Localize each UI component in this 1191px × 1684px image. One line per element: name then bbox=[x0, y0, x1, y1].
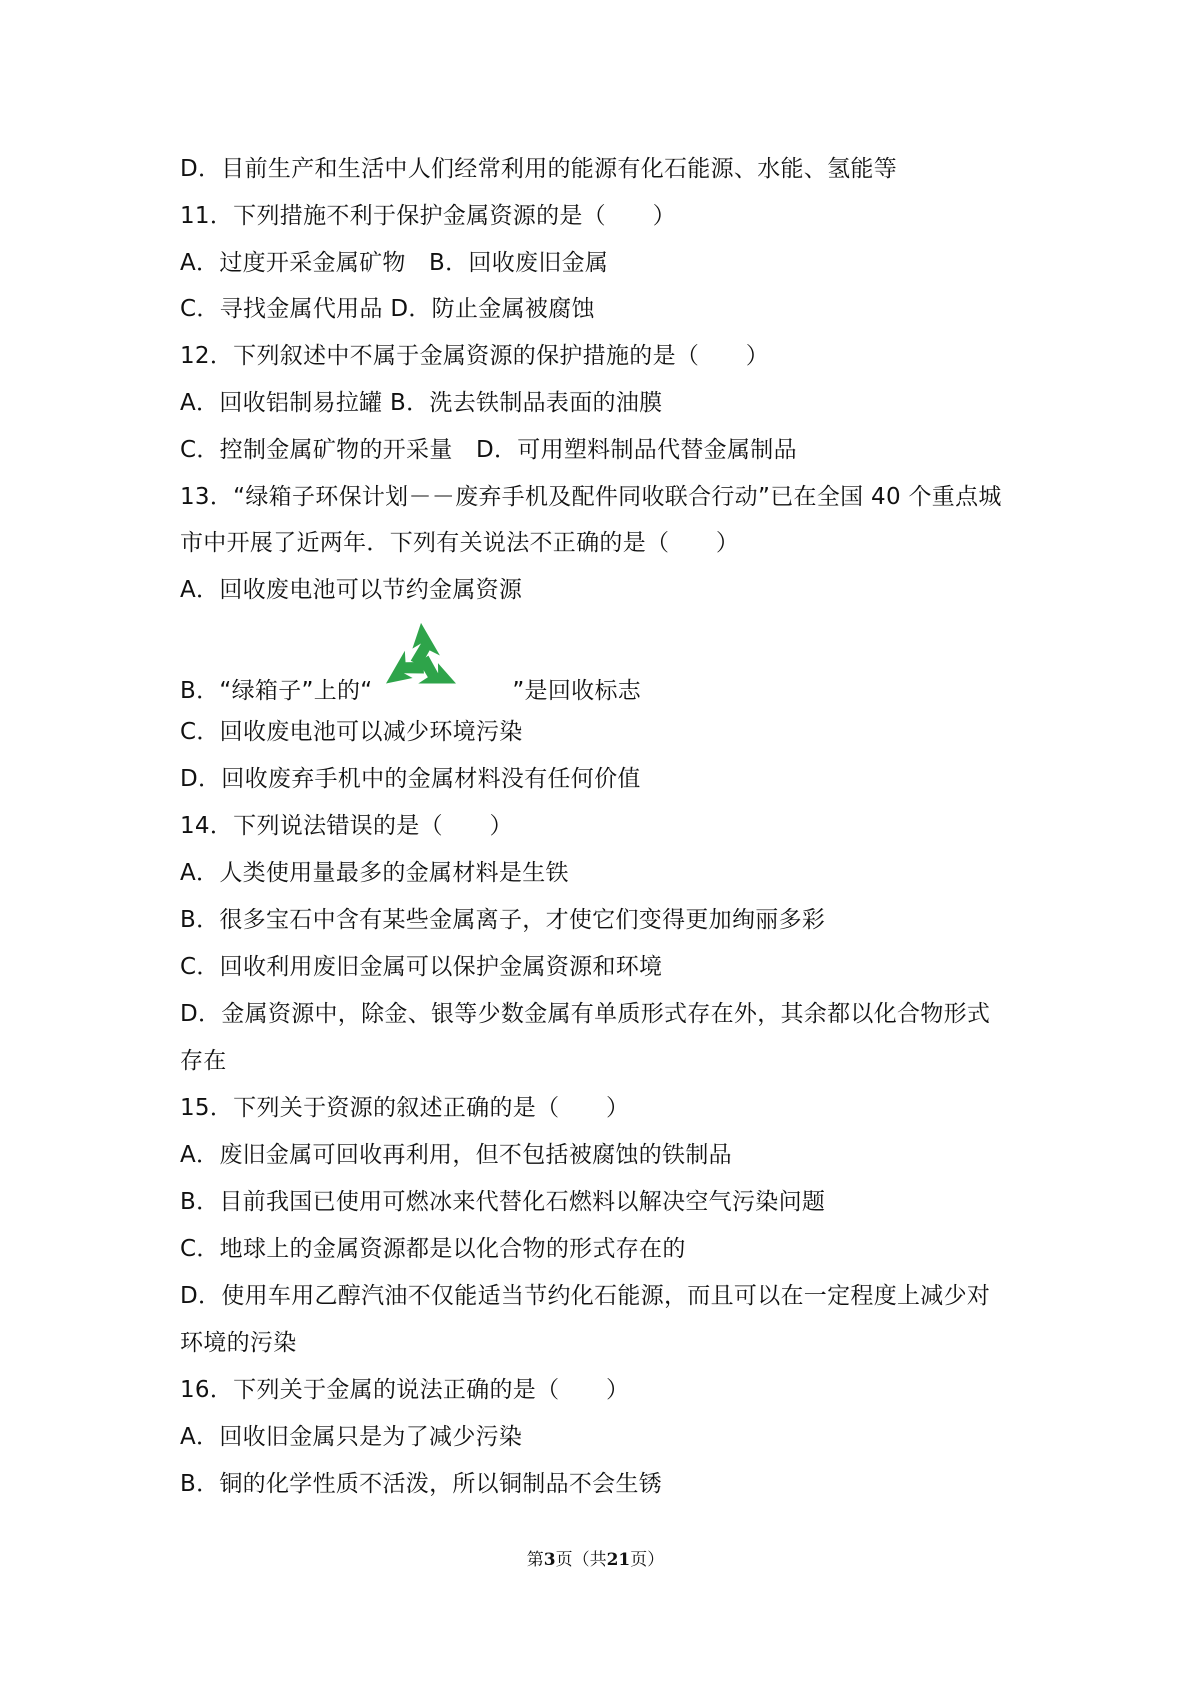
page-footer bbox=[0, 1545, 1191, 1570]
option-line: C．寻找金属代用品 D．防止金属被腐蚀 bbox=[180, 296, 595, 322]
question-11: 11．下列措施不利于保护金属资源的是（ ） bbox=[180, 203, 676, 229]
footer-middle: 页（共 bbox=[555, 1550, 607, 1570]
option-line: B．铜的化学性质不活泼，所以铜制品不会生锈 bbox=[180, 1471, 663, 1497]
option-line: B．很多宝石中含有某些金属离子，才使它们变得更加绚丽多彩 bbox=[180, 907, 826, 933]
option-line: D．回收废弃手机中的金属材料没有任何价值 bbox=[180, 766, 641, 792]
footer-prefix: 第 bbox=[526, 1550, 544, 1570]
text-line: D．目前生产和生活中人们经常利用的能源有化石能源、水能、氢能等 bbox=[180, 156, 898, 182]
option-line: B．目前我国已使用可燃冰来代替化石燃料以解决空气污染问题 bbox=[180, 1189, 826, 1215]
option-line: A．废旧金属可回收再利用，但不包括被腐蚀的铁制品 bbox=[180, 1142, 732, 1168]
question-16: 16．下列关于金属的说法正确的是（ ） bbox=[180, 1377, 630, 1403]
total-pages: 21 bbox=[606, 1550, 631, 1570]
recycle-icon bbox=[378, 616, 464, 702]
question-15: 15．下列关于资源的叙述正确的是（ ） bbox=[180, 1095, 630, 1121]
footer-suffix: 页） bbox=[630, 1550, 665, 1570]
option-line: B．“绿箱子”上的“ ”是回收标志 bbox=[180, 678, 642, 704]
text-line: 市中开展了近两年．下列有关说法不正确的是（ ） bbox=[180, 530, 740, 556]
question-13: 13．“绿箱子环保计划－－废弃手机及配件同收联合行动”已在全国 40 个重点城 bbox=[180, 484, 1002, 510]
option-line: C．地球上的金属资源都是以化合物的形式存在的 bbox=[180, 1236, 686, 1262]
page-number: 3 bbox=[543, 1550, 556, 1570]
option-line: A．回收旧金属只是为了减少污染 bbox=[180, 1424, 523, 1450]
option-line: A．过度开采金属矿物 B．回收废旧金属 bbox=[180, 250, 609, 276]
option-line: C．回收废电池可以减少环境污染 bbox=[180, 719, 523, 745]
option-line: A．回收废电池可以节约金属资源 bbox=[180, 577, 523, 603]
text-line: 环境的污染 bbox=[180, 1330, 297, 1356]
question-12: 12．下列叙述中不属于金属资源的保护措施的是（ ） bbox=[180, 343, 770, 369]
option-line: C．控制金属矿物的开采量 D．可用塑料制品代替金属制品 bbox=[180, 437, 797, 463]
question-14: 14．下列说法错误的是（ ） bbox=[180, 813, 513, 839]
option-line: D．金属资源中，除金、银等少数金属有单质形式存在外，其余都以化合物形式 bbox=[180, 1001, 991, 1027]
option-line: A．人类使用量最多的金属材料是生铁 bbox=[180, 860, 569, 886]
option-line: A．回收铝制易拉罐 B．洗去铁制品表面的油膜 bbox=[180, 390, 663, 416]
option-line: C．回收利用废旧金属可以保护金属资源和环境 bbox=[180, 954, 663, 980]
text-line: 存在 bbox=[180, 1048, 227, 1074]
option-line: D．使用车用乙醇汽油不仅能适当节约化石能源，而且可以在一定程度上减少对 bbox=[180, 1283, 991, 1309]
